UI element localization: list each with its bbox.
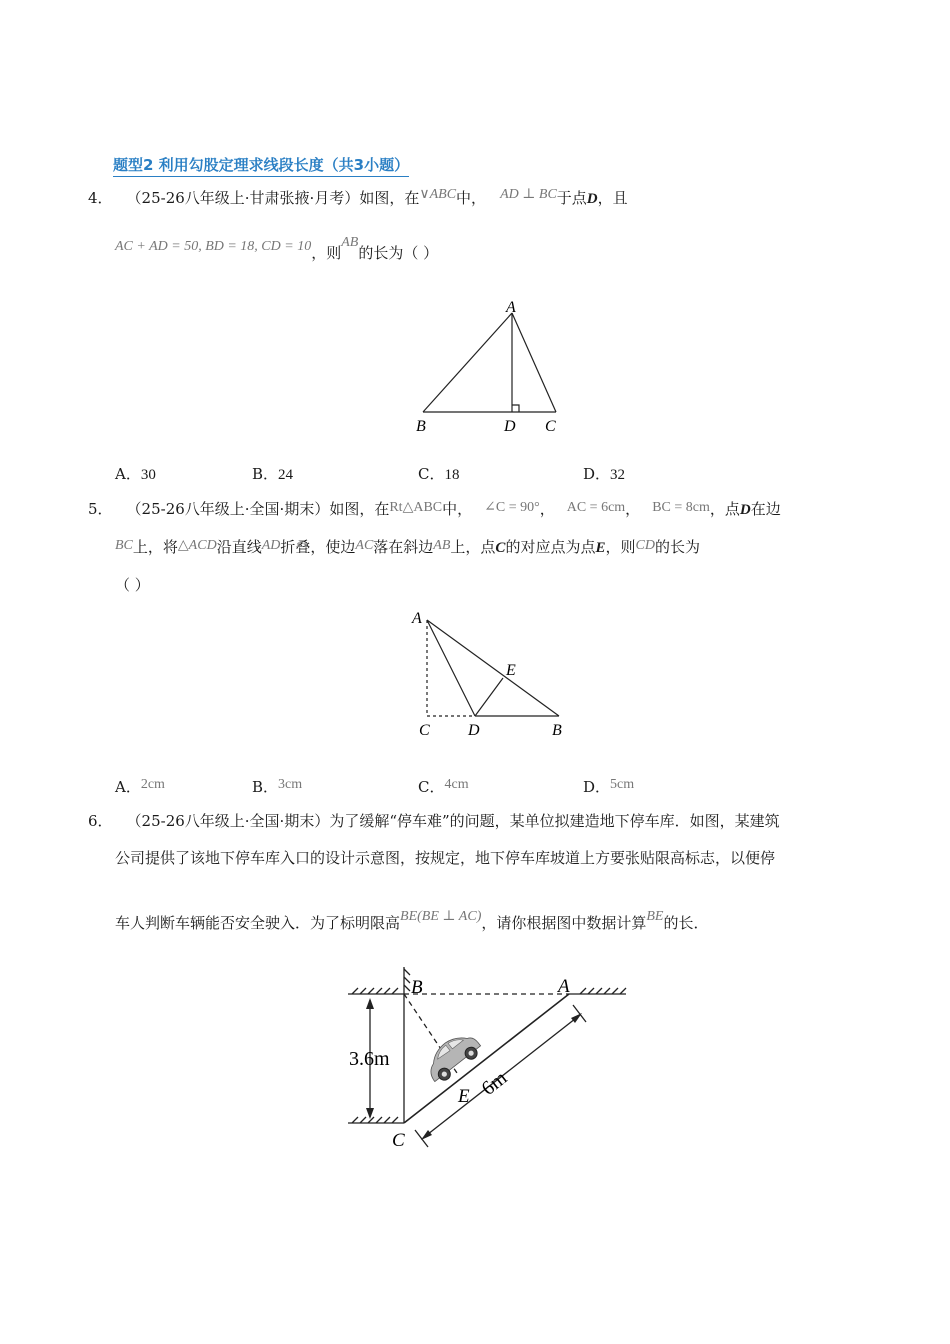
q6-arrow-up [366,998,374,1009]
q6-text: ，请你根据图中数据计算 [481,914,647,932]
q6-dimension-tick [415,1130,428,1147]
q6-hatch [352,988,398,994]
q4-option-c: C．18 [418,465,460,483]
q6-slope-label: 6m [477,1066,512,1100]
q5-ad: AD [261,538,281,553]
q4-text: 中， [456,189,487,207]
q5-text: 上，点 [450,538,496,556]
q5-bc: BC = 8cm [652,500,710,515]
q5-text: 折叠，使边 [280,538,356,556]
q5-acd: △ACD [177,538,217,553]
q6-hatch [580,988,626,994]
q4-option-a: A．30 [115,465,156,483]
q6-be: BE [400,909,418,924]
q4-label-d: D [504,418,516,435]
q4-text: 如图，在 [359,189,420,207]
q4-option-d: D．32 [583,465,626,483]
q5-label-c: C [419,722,430,739]
q5-point: D [739,502,751,518]
q5-text: ， [625,500,641,518]
q4-line-2 [115,235,439,266]
q5-text: ，则 [605,538,636,556]
q5-option-c: C．4cm [418,777,469,796]
q5-ab: AB [433,538,451,553]
q4-right-angle-mark [512,405,519,412]
q6-figure [340,955,640,1155]
q6-text: （25-26八年级上·全国·期末）为了缓解“停车难”的问题，某单位拟建造地下停车库．如图，某建筑 [126,812,780,830]
q4-text: 于点 [556,189,587,207]
q6-height-label: 3.6m [349,1048,390,1070]
q5-segment-de [475,678,503,716]
q6-label-a: A [558,976,570,997]
q4-triangle: ∨ABC [419,187,457,202]
q5-number: 5． [88,500,113,518]
section-heading: 题型2 利用勾股定理求线段长度（共3小题） [113,155,409,177]
q6-line-2: 公司提供了该地下停车库入口的设计示意图，按规定，地下停车库坡道上方要张贴限高标志，以便停 [115,849,776,867]
q6-segment-ca [404,994,569,1123]
q5-line-1 [88,498,781,522]
q5-label-d: D [468,722,480,739]
q6-car-icon [420,1027,484,1086]
q6-be: BE [646,909,664,924]
q4-text: ，且 [597,189,628,207]
q5-option-d: D．5cm [583,777,635,796]
q5-option-a: A．2cm [115,777,165,796]
q5-label-e: E [506,662,516,679]
q5-label-a: A [412,610,422,627]
q5-figure [405,605,580,745]
q5-option-b: B．3cm [252,777,303,796]
q5-segment-ad [427,620,475,716]
q5-line-2 [115,536,700,560]
q5-text: ，点 [709,500,740,518]
q5-segment-ab [427,620,559,716]
q4-text: 的长为（ ） [358,244,439,262]
q4-figure [405,295,575,440]
q5-cd: CD [635,538,655,553]
q5-answer-paren: （ ） [115,576,150,594]
q4-segment-ac [512,313,556,412]
q5-bc: BC [115,538,133,553]
q5-text: 在边 [750,500,781,518]
q5-label-b: B [552,722,562,739]
q5-text: 如图，在 [329,500,390,518]
q5-text: 的对应点为点 [505,538,596,556]
q5-ac: AC [355,538,374,553]
q6-label-e: E [458,1086,470,1107]
q5-text: 沿直线 [216,538,262,556]
q4-line-1 [88,187,628,211]
q4-label-b: B [416,418,426,435]
q6-label-b: B [411,977,423,998]
q4-source: （25-26八年级上·甘肃张掖·月考） [126,189,360,207]
q6-hatch [404,969,410,991]
q5-text: 中， [442,500,473,518]
q5-rt-triangle: Rt△ABC [389,500,443,515]
q5-source: （25-26八年级上·全国·期末） [126,500,330,518]
q5-text: 落在斜边 [373,538,434,556]
q5-ac: AC = 6cm [566,500,626,515]
q4-perp: AD ⊥ BC [500,187,557,202]
q5-text: 上，将 [132,538,178,556]
q6-number: 6． [88,812,113,830]
q5-text: 的长为 [654,538,700,556]
q6-line-1 [88,810,780,832]
q4-segment-ab [423,313,512,412]
q4-label-c: C [545,418,556,435]
q4-ab: AB [341,235,359,250]
q5-angle: ∠C = 90° [484,500,540,515]
q4-text: ，则 [311,244,342,262]
q6-text: 的长． [663,914,709,932]
q6-label-c: C [392,1130,405,1151]
q4-label-a: A [506,299,516,316]
q6-line-3 [115,909,709,936]
q4-number: 4． [88,189,113,207]
q4-condition: AC + AD = 50, BD = 18, CD = 10 [115,239,312,254]
q4-option-b: B．24 [252,465,294,483]
q4-point: D [586,191,598,207]
q5-point: C [495,540,506,556]
q6-be-perp: (BE ⊥ AC) [417,909,482,924]
q6-hatch [352,1117,398,1123]
q5-point: E [595,540,606,556]
q6-text: 车人判断车辆能否安全驶入．为了标明限高 [115,914,401,932]
q5-text: ， [539,500,555,518]
